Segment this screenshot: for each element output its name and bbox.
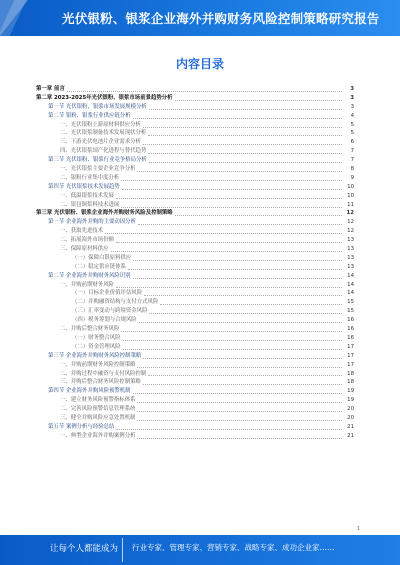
toc-entry[interactable]: [36, 112, 354, 121]
toc-leader-dots: [139, 322, 342, 323]
toc-entry-label: 第三节 光伏银粉、银浆行业竞争格局分析: [48, 157, 147, 164]
toc-entry-label: 第四节 光伏银浆技术发展趋势: [48, 183, 120, 190]
toc-entry-label: 三、健全并购风险应急处置机制: [60, 414, 136, 421]
toc-entry-page: 13: [347, 254, 354, 261]
toc-leader-dots: [67, 91, 342, 92]
toc-entry[interactable]: [36, 423, 354, 432]
toc-entry-page: 17: [347, 352, 354, 359]
toc-entry-page: 12: [346, 210, 354, 217]
toc-entry-label: 二、光伏银浆制备技术发展现状分析: [60, 130, 147, 137]
toc-entry-page: 7: [350, 148, 354, 155]
toc-leader-dots: [148, 375, 342, 376]
toc-entry[interactable]: [36, 352, 354, 361]
toc-entry[interactable]: [36, 432, 354, 441]
toc-leader-dots: [123, 340, 342, 341]
toc-entry-label: 第五节 案例分析与经验总结: [48, 423, 115, 430]
toc-entry[interactable]: [36, 129, 354, 138]
toc-entry-page: 5: [350, 130, 354, 137]
toc-entry-label: 一、低温银浆技术发展: [60, 192, 114, 199]
toc-entry-page: 16: [347, 326, 354, 333]
toc-entry-label: （一）财务整合风险: [72, 334, 121, 341]
toc-entry[interactable]: [36, 387, 354, 396]
report-title: 光伏银粉、银浆企业海外并购财务风险控制策略研究报告: [62, 11, 380, 26]
footer-slogan: 让每个人都能成为: [50, 544, 119, 554]
toc-entry-page: 14: [347, 290, 354, 297]
toc-entry-page: 18: [347, 370, 354, 377]
toc-entry[interactable]: [36, 325, 354, 334]
toc-entry-page: 10: [347, 192, 354, 199]
toc-leader-dots: [143, 384, 342, 385]
toc-entry-label: 二、拓展海外市场份额: [60, 237, 114, 244]
toc-entry[interactable]: [36, 147, 354, 156]
toc-entry-page: 13: [347, 246, 354, 253]
toc-entry[interactable]: [36, 263, 354, 272]
toc-leader-dots: [123, 349, 342, 350]
toc-entry[interactable]: [36, 281, 354, 290]
toc-entry-page: 8: [350, 166, 354, 173]
toc-heading: 内容目录: [175, 57, 224, 71]
toc-entry[interactable]: [36, 414, 354, 423]
toc-entry-label: 第三节 企业海外并购财务风险控制策略: [48, 352, 142, 359]
toc-entry-page: 17: [347, 343, 354, 350]
toc-entry-page: 12: [347, 219, 354, 226]
toc-entry[interactable]: [36, 289, 354, 298]
toc-entry-page: 20: [347, 406, 354, 413]
header-banner: [0, 0, 400, 36]
toc-entry[interactable]: [36, 227, 354, 236]
toc-entry[interactable]: [36, 396, 354, 405]
toc-entry-page: 18: [347, 379, 354, 386]
toc-entry-page: 15: [347, 308, 354, 315]
toc-entry-label: （二）稳定供应链体系: [72, 263, 126, 270]
toc-entry[interactable]: [36, 272, 354, 281]
toc-entry-label: 三、保障原材料供应: [60, 246, 109, 253]
toc-entry-label: 第一章 前言: [36, 86, 65, 92]
toc-entry-label: 一、建立财务风险预警指标体系: [60, 397, 136, 404]
toc-entry[interactable]: [36, 298, 354, 307]
toc-leader-dots: [138, 224, 342, 225]
footer-divider: [122, 538, 123, 562]
toc-entry[interactable]: [36, 245, 354, 254]
toc-entry-page: 19: [347, 388, 354, 395]
toc-entry[interactable]: [36, 121, 354, 130]
toc-leader-dots: [144, 295, 342, 296]
toc-entry[interactable]: [36, 334, 354, 343]
toc-entry-label: 第二节 企业海外并购财务风险识别: [48, 272, 131, 279]
toc-entry-label: 一、并购前期财务风险控制策略: [60, 361, 136, 368]
toc-entry-page: 9: [350, 174, 354, 181]
toc-entry-page: 4: [350, 112, 354, 119]
toc-entry[interactable]: [36, 209, 354, 218]
toc-entry-page: 16: [347, 334, 354, 341]
toc-entry-label: 第二节 银粉、银浆行业供应链分析: [48, 112, 131, 119]
toc-entry-page: 3: [350, 103, 354, 110]
toc-leader-dots: [116, 287, 342, 288]
table-of-contents: [36, 85, 354, 523]
footer-tagline: 行业专家、管理专家、营销专家、战略专家、成功企业家……: [132, 543, 335, 552]
toc-entry-label: 第三章 光伏银粉、银浆企业海外并购财务风险及控制策略: [36, 210, 173, 217]
toc-entry-label: 三、并购后整合财务风险控制策略: [60, 379, 141, 386]
toc-entry[interactable]: [36, 218, 354, 227]
toc-entry-label: 一、获取先进技术: [60, 228, 104, 235]
toc-entry-label: 第二章 2023-2025年光伏银粉、银浆市场前景趋势分析: [36, 94, 173, 101]
toc-leader-dots: [149, 109, 342, 110]
toc-entry[interactable]: [36, 343, 354, 352]
toc-leader-dots: [121, 180, 342, 181]
toc-leader-dots: [137, 420, 342, 421]
toc-entry-page: 11: [347, 201, 354, 208]
toc-leader-dots: [128, 269, 342, 270]
toc-entry[interactable]: [36, 192, 354, 201]
toc-entry[interactable]: [36, 94, 354, 103]
toc-entry-label: （二）资金管理风险: [72, 343, 121, 350]
toc-leader-dots: [122, 189, 342, 190]
toc-entry[interactable]: [36, 156, 354, 165]
toc-entry-label: 一、典型企业海外并购案例分析: [60, 432, 136, 439]
toc-entry-page: 3: [350, 94, 354, 101]
toc-entry-label: （二）并购融资结构与支付方式风险: [72, 299, 159, 306]
toc-leader-dots: [137, 411, 342, 412]
toc-leader-dots: [137, 171, 342, 172]
toc-entry-page: 21: [347, 423, 354, 430]
toc-leader-dots: [116, 198, 342, 199]
toc-entry[interactable]: [36, 378, 354, 387]
toc-leader-dots: [160, 304, 342, 305]
toc-leader-dots: [121, 331, 342, 332]
toc-entry-page: 21: [347, 432, 354, 439]
toc-entry-page: 14: [347, 281, 354, 288]
toc-entry-label: 二、完善风险预警信息管理系统: [60, 406, 136, 413]
toc-entry[interactable]: [36, 201, 354, 210]
toc-entry[interactable]: [36, 307, 354, 316]
toc-leader-dots: [143, 127, 342, 128]
toc-entry[interactable]: [36, 103, 354, 112]
toc-entry-page: 17: [347, 361, 354, 368]
toc-entry-page: 12: [347, 228, 354, 235]
toc-entry-label: 四、光伏银浆国产化进程与替代趋势: [60, 148, 147, 155]
toc-entry-label: （一）保障白银原料供应: [72, 254, 132, 261]
toc-entry-page: 6: [350, 139, 354, 146]
toc-leader-dots: [105, 233, 342, 234]
toc-entry[interactable]: [36, 165, 354, 174]
toc-entry[interactable]: [36, 236, 354, 245]
toc-entry-page: 15: [347, 299, 354, 306]
toc-entry-page: 13: [347, 237, 354, 244]
toc-entry-label: 第四节 企业海外并购风险预警机制: [48, 388, 131, 395]
toc-entry[interactable]: [36, 316, 354, 325]
toc-entry[interactable]: [36, 174, 354, 183]
toc-entry-page: 20: [347, 414, 354, 421]
toc-entry-page: 14: [347, 272, 354, 279]
toc-entry-label: 第一节 企业海外并购的主要动因分析: [48, 219, 136, 226]
toc-entry[interactable]: [36, 183, 354, 192]
toc-leader-dots: [149, 313, 342, 314]
toc-entry[interactable]: [36, 405, 354, 414]
toc-entry-page: 3: [350, 86, 354, 92]
toc-entry[interactable]: [36, 370, 354, 379]
toc-leader-dots: [137, 367, 342, 368]
toc-leader-dots: [116, 429, 342, 430]
toc-entry[interactable]: [36, 85, 354, 94]
toc-leader-dots: [175, 215, 342, 216]
toc-leader-dots: [133, 278, 342, 279]
toc-entry-label: （一）目标企业价值评估风险: [72, 290, 143, 297]
toc-leader-dots: [116, 242, 342, 243]
toc-entry-label: 二、并购后整合财务风险: [60, 326, 120, 333]
toc-entry[interactable]: [36, 254, 354, 263]
toc-leader-dots: [133, 118, 342, 119]
page-number: 1: [356, 526, 360, 532]
toc-entry-page: 10: [347, 183, 354, 190]
toc-entry-label: 第一节 光伏银粉、银浆市场发展规模分析: [48, 103, 147, 110]
toc-entry-label: 一、光伏银浆主要企业竞争分析: [60, 166, 136, 173]
toc-leader-dots: [149, 162, 342, 163]
toc-leader-dots: [143, 144, 342, 145]
footer-banner: [0, 535, 400, 565]
toc-leader-dots: [137, 402, 342, 403]
toc-leader-dots: [175, 100, 342, 101]
toc-leader-dots: [143, 358, 342, 359]
toc-entry-label: 二、银粉行业集中度分析: [60, 174, 120, 181]
toc-entry-page: 13: [347, 263, 354, 270]
toc-entry-label: 一、并购前期财务风险: [60, 281, 114, 288]
toc-entry[interactable]: [36, 361, 354, 370]
toc-entry-page: 19: [347, 397, 354, 404]
toc-entry-page: 5: [350, 121, 354, 128]
toc-leader-dots: [148, 135, 342, 136]
toc-entry-label: （四）税务筹划与合规风险: [72, 317, 137, 324]
toc-entry-label: 二、银包铜浆料技术进展: [60, 201, 120, 208]
toc-entry-page: 16: [347, 317, 354, 324]
toc-leader-dots: [133, 393, 342, 394]
toc-entry-label: 三、下游光伏电池片企业需求分析: [60, 139, 141, 146]
toc-entry[interactable]: [36, 138, 354, 147]
toc-entry-label: 一、光伏银粉上游原材料供应分析: [60, 121, 141, 128]
toc-leader-dots: [148, 153, 342, 154]
toc-leader-dots: [133, 260, 342, 261]
toc-leader-dots: [111, 251, 342, 252]
toc-entry-label: （三）汇率变动与跨境资金风险: [72, 308, 148, 315]
toc-leader-dots: [137, 438, 342, 439]
toc-entry-label: 二、并购过程中融资与支付风险控制: [60, 370, 147, 377]
toc-leader-dots: [121, 207, 342, 208]
toc-entry-page: 7: [350, 157, 354, 164]
